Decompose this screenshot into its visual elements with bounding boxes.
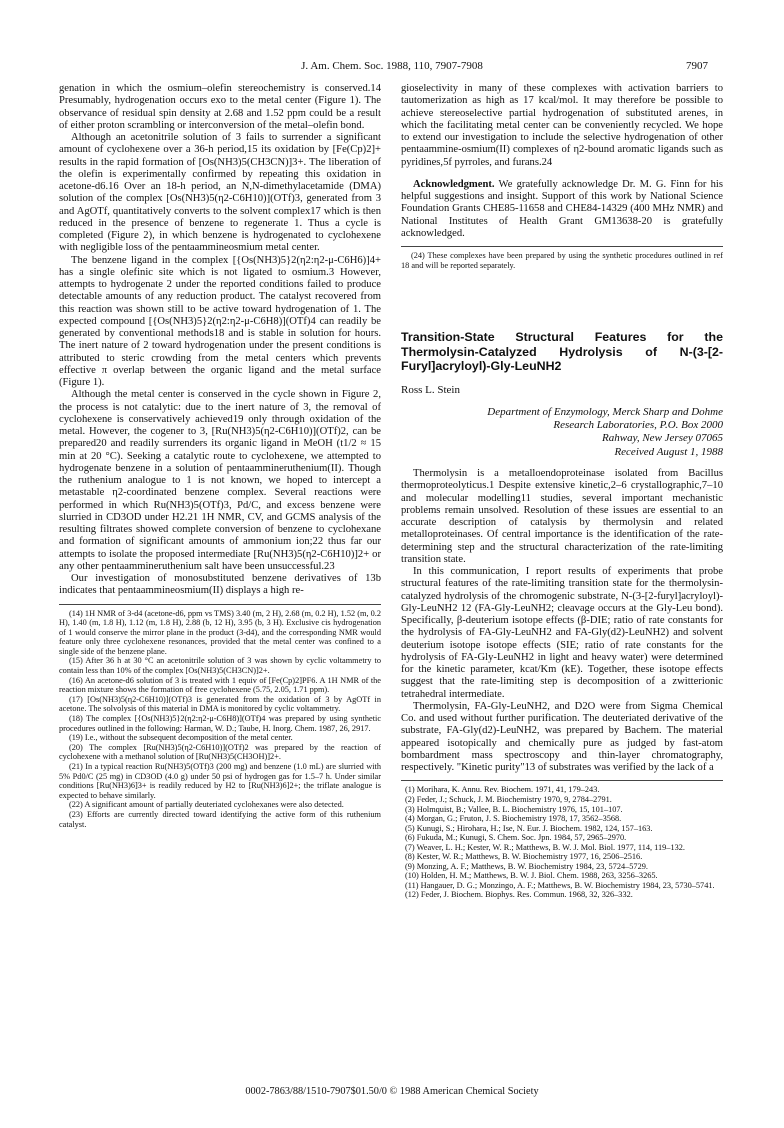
acknowledgment-label: Acknowledgment.	[413, 178, 495, 190]
footnote-divider	[59, 604, 381, 605]
footnote: (18) The complex [{Os(NH3)5}2(η2:η2-μ-C6H8)](OTf)4 was prepared by using synthetic procedures outlined in the following: Harman, W. D.; Taube, H. Inorg. Chem. 1987, 26, 2917.	[59, 714, 381, 733]
footnote: (23) Efforts are currently directed toward identifying the active form of this ruthenium catalyst.	[59, 809, 381, 829]
reference: (10) Holden, H. M.; Matthews, B. W. J. Biol. Chem. 1988, 263, 3256–3265.	[405, 871, 658, 881]
acknowledgment	[401, 179, 723, 240]
page-number: 7907	[686, 60, 708, 72]
footnote: (14) 1H NMR of 3-d4 (acetone-d6, ppm vs TMS) 3.40 (m, 2 H), 2.68 (m, 0.2 H), 1.52 (m, 0.2 H), 1.40 (m, 1.8 H), 1.12 (m, 1.8 H), 2.88 (b, 12 H), 3.95 (b, 3 H). Exclusive cis hydrogenation of 1 would conserve the mirror plane in the product (3-d4), and the corresponding NMR would feature only three cyclohexene resonances, provided that the metal center was confined to a single side of the benzene plane.	[59, 608, 381, 656]
body-paragraph: genation in which the osmium–olefin stereochemistry is conserved.14 Presumably, hydrogenation occurs exo to the metal center (Figure 1). The observance of residual spin density at 2.68 and 1.52 ppm could be a result of either proton scrambling or interconversion of the metal–olefin bond.	[59, 83, 381, 131]
body-paragraph: Although the metal center is conserved in the cycle shown in Figure 2, the process is not catalytic: due to the inert nature of 3, the removal of cyclohexene is conservatively achieved19 only through oxidation of the metal. However, the cogener to 3, [Ru(NH3)5(η2-C6H10)](OTf)2, can be prepared20 and readily surrenders its organic ligand in MeOH (t1/2 ≈ 15 min at 20 °C). Seeking a catalytic route to cyclohexene, we attempted to hydrogenate benzene in a solution of pentaammineruthenium(II). Though the ruthenium analogue to 1 is not known, we hoped to intercept a metastable η2-coordinated benzene complex. Several reactions were performed in which Ru(NH3)5(OTf)3, Pd/C, and excess benzene were slurried in CD3OD under H2.21 1H NMR, CV, and GCMS analysis of the resulting filtrates showed complete conversion of benzene to cyclohexane and formation of significant amounts of ammonium ion;22 thus far our attempts to isolate the proposed intermediate [Ru(NH3)5(η2-C6H10)]2+ or any other pentaammineruthenium salt have been unsuccessful.23	[59, 389, 381, 572]
right-column	[401, 83, 723, 900]
reference: (1) Morihara, K. Annu. Rev. Biochem. 1971, 41, 179–243.	[405, 785, 600, 795]
affiliation-line: Rahway, New Jersey 07065	[602, 431, 723, 444]
footnote: (21) In a typical reaction Ru(NH3)5(OTf)3 (200 mg) and benzene (1.0 mL) are slurried with 5% Pd0/C (25 mg) in CD3OD (4.0 g) under 50 psi of hydrogen gas for 1.5–7 h. Under similar conditions [Ru(NH3)6]3+ is readily reduced by H2 to [Ru(NH3)6]2+; the triflate analogue is expected to behave similarly.	[59, 762, 381, 800]
reference: (6) Fukuda, M.; Kunugi, S. Chem. Soc. Jpn. 1984, 57, 2965–2970.	[405, 833, 627, 843]
footnote: (17) [Os(NH3)5(η2-C6H10)](OTf)3 is generated from the oxidation of 3 by AgOTf in acetone. The solvolysis of this material in DMA is monitored by cyclic voltammetry.	[59, 694, 381, 714]
body-paragraph: The benzene ligand in the complex [{Os(NH3)5}2(η2:η2-μ-C6H6)]4+ has a single olefinic site which is not ligated to osmium.3 However, attempts to hydrogenate 2 under the reported conditions failed to produce detectable amounts of any reduction product. The catalyst recovered from this reaction was shown still to be active toward hydrogenation of 1. The expected compound [{Os(NH3)5}2(η2:η2-μ-C6H8)](OTf)4 can readily be generated by conventional methods18 and is stable in solution for hours. The inert nature of 2 toward hydrogenation under the present conditions is attributed to steric crowding from the metal centers which prevents effective π overlap between the organic ligand and the metal surface (Figure 1).	[59, 254, 381, 388]
copyright-footer: 0002-7863/88/1510-7907$01.50/0 © 1988 American Chemical Society	[245, 1086, 539, 1097]
reference: (11) Hangauer, D. G.; Monzingo, A. F.; Matthews, B. W. Biochemistry 1984, 23, 5730–5741.	[405, 880, 715, 890]
footnote: (24) These complexes have been prepared by using the synthetic procedures outlined in ref 18 and will be reported separately.	[401, 251, 723, 270]
reference: (9) Monzing, A. F.; Matthews, B. W. Biochemistry 1984, 23, 5724–5729.	[405, 861, 648, 871]
footnote: (20) The complex [Ru(NH3)5(η2-C6H10)](OTf)2 was prepared by the reaction of cyclohexene with a methanol solution of [Ru(NH3)5(CH3OH)]2+.	[59, 742, 381, 762]
body-paragraph: Our investigation of monosubstituted benzene derivatives of 13b indicates that pentaammineosmium(II) displays a high re-	[59, 573, 381, 597]
body-paragraph: Although an acetonitrile solution of 3 fails to surrender a significant amount of cyclohexene over a 36-h period,15 its oxidation by [Fe(Cp)2]+ results in the rapid formation of [Os(NH3)5(CH3CN)]3+. The liberation of the olefin is experimentally confirmed by repeating this oxidation in acetone-d6.16 Over an 18-h period, an N,N-dimethylacetamide (DMA) solution of the complex [Os(NH3)5(η2-C6H10)](OTf)3, generated from 3 and AgOTf, quantitatively converts to the solvent complex17 which is then reduced in the presence of benzene to regenerate 1. Thus a cycle is completed (Figure 2), in which benzene is hydrogenated to cyclohexene with negligible loss of the pentaammineosmium metal center.	[59, 132, 381, 254]
footnote: (19) I.e., without the subsequent decomposition of the metal center.	[69, 733, 293, 743]
footnote-divider	[401, 246, 723, 247]
references	[401, 785, 723, 900]
footnotes	[401, 251, 723, 270]
affiliation-line: Department of Enzymology, Merck Sharp and Dohme	[487, 405, 723, 418]
left-column	[59, 83, 381, 829]
body-paragraph: Thermolysin is a metalloendoproteinase isolated from Bacillus thermoproteolyticus.1 Despite extensive kinetic,2–6 crystallographic,7–10 and molecular modelling11 studies, several important mechanistic problems remain unsolved. Resolution of these issues are essential to an accurate description of catalysis by thermolysin and related metalloproteinases. Of central importance is the identification of the rate-determining step and the structural characterization of the rate-limiting transition state.	[401, 468, 723, 565]
reference: (7) Weaver, L. H.; Kester, W. R.; Matthews, B. W. J. Mol. Biol. 1977, 114, 119–132.	[405, 842, 685, 852]
footnotes	[59, 609, 381, 830]
journal-citation: J. Am. Chem. Soc. 1988, 110, 7907-7908	[301, 60, 483, 72]
references-divider	[401, 780, 723, 781]
reference: (5) Kunugi, S.; Hirohara, H.; Ise, N. Eur. J. Biochem. 1982, 124, 157–163.	[405, 823, 653, 833]
reference: (3) Holmquist, B.; Vallee, B. L. Biochemistry 1976, 15, 101–107.	[405, 804, 623, 814]
received-date: Received August 1, 1988	[614, 445, 723, 458]
running-header	[0, 60, 784, 76]
footnote: (16) An acetone-d6 solution of 3 is treated with 1 equiv of [Fe(Cp)2]PF6. A 1H NMR of the reaction mixture shows the formation of free cyclohexene (5.75, 2.05, 1.71 ppm).	[59, 675, 381, 695]
body-paragraph: Thermolysin, FA-Gly-LeuNH2, and D2O were from Sigma Chemical Co. and used without further purification. The deuteriated derivative of the substrate, FA-Gly(d2)-LeuNH2, was prepared by Bachem. The material appeared isotopically and chemically pure as judged by fast-atom bombardment mass spectroscopy and thin-layer chromatography, respectively. "Kinetic purity"13 of substrates was verified by the lack of a	[401, 700, 723, 774]
article-title: Transition-State Structural Features for the Thermolysin-Catalyzed Hydrolysis of N-(3-[2-Furyl]acryloyl)-Gly-LeuNH2	[401, 330, 723, 374]
body-paragraph: In this communication, I report results of experiments that probe structural features of the rate-limiting transition state for the thermolysin-catalyzed hydrolysis of the chromogenic substrate, N-(3-[2-furyl]acryloyl)-Gly-LeuNH2 12 (FA-Gly-LeuNH2; cleavage occurs at the Gly-Leu bond). Specifically, β-deuterium isotope effects (β-DIE; ratio of rate constants for the hydrolysis of FA-Gly-LeuNH2 and FA-Gly(d2)-LeuNH2) and solvent deuterium isotope isotope effects (SIE; ratio of rate constants for the hydrolysis of FA-Gly-LeuNH2 in light and heavy water) were determined for the kinetic parameter, kcat/Km (kE). Together, these isotope effects suggest that the rate-limiting step is decomposition of a zwitterionic tetrahedral intermediate.	[401, 566, 723, 700]
author: Ross L. Stein	[401, 383, 460, 396]
footnote: (15) After 36 h at 30 °C an acetonitrile solution of 3 was shown by cyclic voltammetry to contain less than 10% of the complex [Os(NH3)5(CH3CN)]2+.	[59, 656, 381, 676]
footnote: (22) A significant amount of partially deuteriated cyclohexanes were also detected.	[69, 800, 344, 810]
reference: (4) Morgan, G.; Fruton, J. S. Biochemistry 1978, 17, 3562–3568.	[405, 814, 622, 824]
affiliation-line: Research Laboratories, P.O. Box 2000	[553, 418, 723, 431]
reference: (8) Kester, W. R.; Matthews, B. W. Biochemistry 1977, 16, 2506–2516.	[405, 852, 643, 862]
reference: (12) Feder, J. Biochem. Biophys. Res. Commun. 1968, 32, 326–332.	[405, 890, 633, 900]
body-paragraph: gioselectivity in many of these complexes with activation barriers to tautomerization as high as 17 kcal/mol. It may therefore be possible to achieve stereoselective partial hydrogenation of substituted arenes, in which the facilitating metal center can be conveniently recycled. We hope to extend our investigation to include the selective hydrogenation of other pentaammine-osmium(II) complexes of η2-bound aromatic ligands such as pyridines,5f pyrroles, and furans.24	[401, 83, 723, 168]
acknowledgment-text: We gratefully acknowledge Dr. M. G. Finn for his helpful suggestions and insight. Support of this work by National Science Foundation Grants CHE85-11658 and CHE84-14329 (400 MHz NMR) and National Institutes of Health Grant GM13638-20 is gratefully acknowledged.	[401, 178, 723, 239]
reference: (2) Feder, J.; Schuck, J. M. Biochemistry 1970, 9, 2784–2791.	[405, 794, 612, 804]
affiliation	[401, 406, 723, 445]
